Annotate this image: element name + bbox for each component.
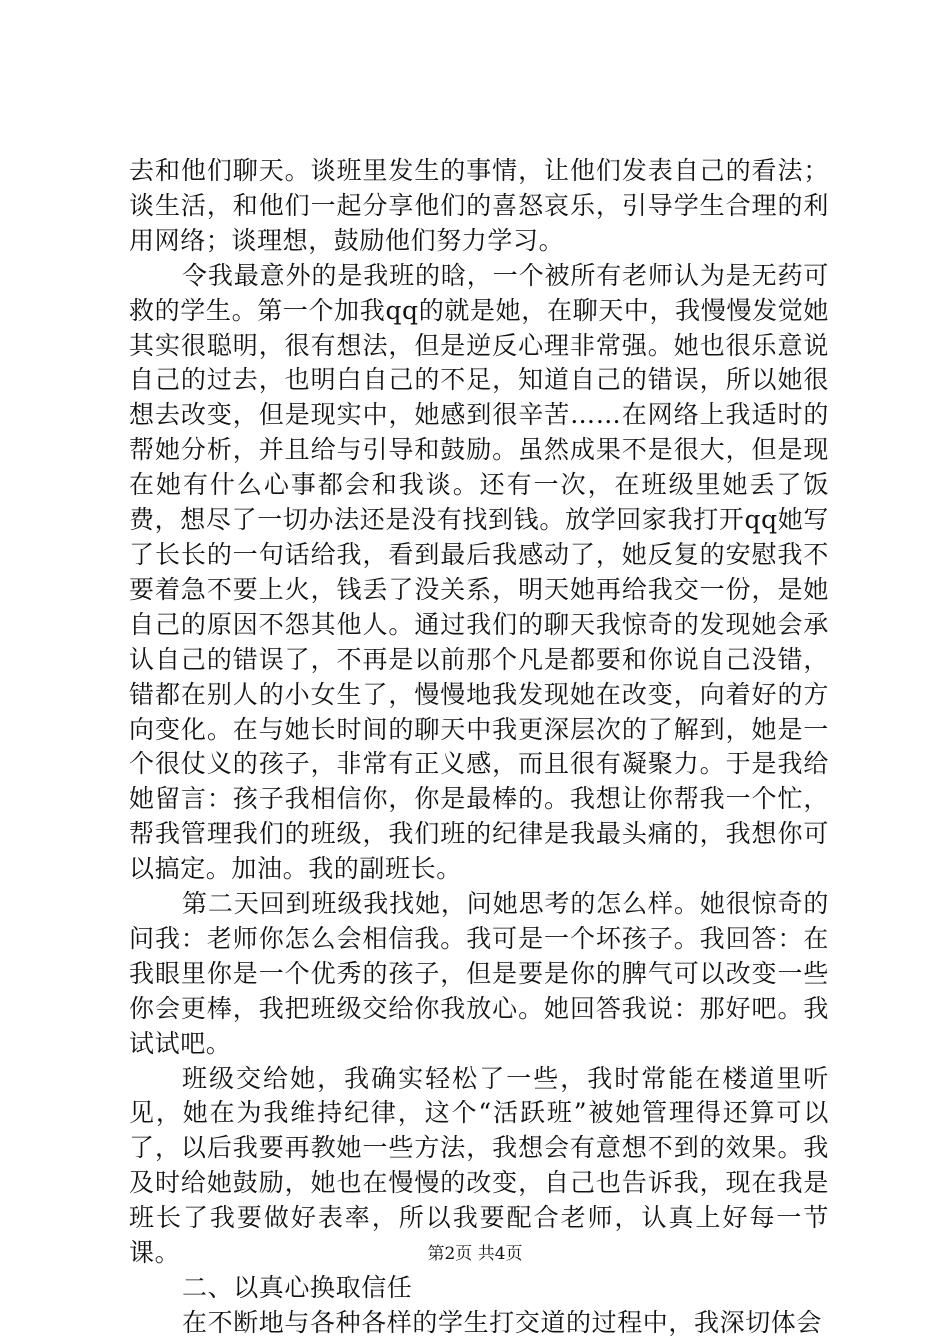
page-footer: 第2页 共4页 [427, 1244, 523, 1264]
paragraph-section-start: 在不断地与各种各样的学生打交道的过程中，我深切体会 [182, 1307, 823, 1337]
section-heading: 二、以真心换取信任 [182, 1273, 413, 1302]
paragraph-next-day: 第二天回到班级我找她，问她思考的怎么样。她很惊奇的问我：老师你怎么会相信我。我可是一个坏孩子。我回答：在我眼里你是一个优秀的孩子，但是要是你的脾气可以改变一些你会更棒，我把班级交给你我放心。她回答我说：那好吧。我试试吧。 [129, 889, 829, 1058]
paragraph-class-handover: 班级交给她，我确实轻松了一些，我时常能在楼道里听见，她在为我维持纪律，这个“活跃班”被她管理得还算可以了，以后我要再教她一些方法，我想会有意想不到的效果。我及时给她鼓励，她也在慢慢的改变，自己也告诉我，现在我是班长了我要做好表率，所以我要配合老师，认真上好每一节课。 [129, 1063, 829, 1268]
document-body [129, 154, 829, 1341]
paragraph-continuation: 去和他们聊天。谈班里发生的事情，让他们发表自己的看法；谈生活，和他们一起分享他们的喜怒哀乐，引导学生合理的利用网络；谈理想，鼓励他们努力学习。 [129, 156, 829, 255]
paragraph-student-story: 令我最意外的是我班的晗，一个被所有老师认为是无药可救的学生。第一个加我qq的就是她，在聊天中，我慢慢发觉她其实很聪明，很有想法，但是逆反心理非常强。她也很乐意说自己的过去，也明白自己的不足，知道自己的错误，所以她很想去改变，但是现实中，她感到很辛苦……在网络上我适时的帮她分析，并且给与引导和鼓励。虽然成果不是很大，但是现在她有什么心事都会和我谈。还有一次，在班级里她丢了饭费，想尽了一切办法还是没有找到钱。放学回家我打开qq她写了长长的一句话给我，看到最后我感动了，她反复的安慰我不要着急不要上火，钱丢了没关系，明天她再给我交一份，是她自己的原因不怨其他人。通过我们的聊天我惊奇的发现她会承认自己的错误了，不再是以前那个凡是都要和你说自己没错，错都在别人的小女生了，慢慢地我发现她在改变，向着好的方向变化。在与她长时间的聊天中我更深层次的了解到，她是一个很仗义的孩子，非常有正义感，而且很有凝聚力。于是我给她留言：孩子我相信你，你是最棒的。我想让你帮我一个忙，帮我管理我们的班级，我们班的纪律是我最头痛的，我想你可以搞定。加油。我的副班长。 [129, 260, 829, 884]
